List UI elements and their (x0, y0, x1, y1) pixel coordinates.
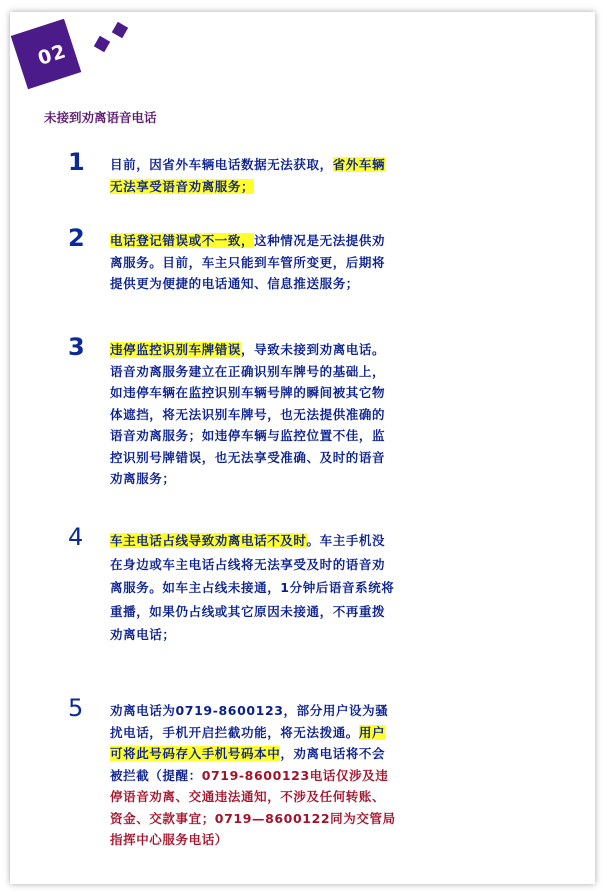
item-number: 5 (68, 694, 84, 722)
item-text-plain: 劝离电话为0719-8600123，部分用户设为骚扰电话，手机开启拦截功能，将无法拨通。 (110, 703, 389, 740)
item-text-highlight: 违停监控识别车牌错误 (110, 342, 242, 357)
item-text (110, 339, 398, 490)
item-text-plain: 。车主手机没在身边或车主电话占线将无法享受及时的语音劝离服务。如车主占线未接通，1分钟后语音系统将重播，如果仍占线或其它原因未接通，不再重拨劝离电话； (110, 533, 395, 642)
list-item-2 (68, 224, 398, 295)
item-number: 1 (68, 148, 85, 176)
item-text-plain: 这种情况是无法提供劝离服务。目前，车主只能到车管所变更，后期将提供更为便捷的电话通知、信息推送服务； (110, 233, 386, 291)
item-text (110, 700, 398, 851)
item-text-warning: 0719-8600123电话仅涉及违停语音劝离、交通违法通知，不涉及任何转账、资金、交款事宜；0719—8600122同为交管局指挥中心服务电话） (110, 767, 396, 847)
item-text-highlight: 车主电话占线导致劝离电话不及时 (110, 533, 307, 548)
item-text (110, 154, 398, 197)
item-text-plain: ，导致未接到劝离电话。语音劝离服务建立在正确识别车牌号的基础上，如违停车辆在监控识别车辆号牌的瞬间被其它物体遮挡，将无法识别车牌号，也无法提供准确的语音劝离服务；如违停车辆与监控位置不佳，监控识别号牌错误，也无法享受准确、及时的语音劝离服务； (110, 342, 386, 486)
decor-square-small-2 (112, 22, 128, 38)
list-item-4 (68, 523, 398, 647)
decor-square-small (94, 36, 110, 52)
item-text-plain-2: ，劝离电话将不会被拦截（提醒： (110, 746, 386, 783)
badge-number: 02 (35, 40, 70, 70)
item-text-highlight: 省外车辆无法享受语音劝离服务； (110, 157, 386, 194)
item-number: 3 (68, 333, 85, 361)
item-number: 4 (68, 523, 84, 551)
item-text (110, 529, 398, 647)
section-heading: 未接到劝离语音电话 (44, 110, 157, 125)
item-text-highlight: 用户可将此号码存入手机号码本中 (110, 724, 386, 761)
item-text-highlight: 电话登记错误或不一致， (110, 233, 255, 248)
list-item-1 (68, 148, 398, 197)
list-item-5 (68, 694, 398, 851)
list-item-3 (68, 333, 398, 490)
content-card (10, 12, 595, 884)
item-text (110, 230, 398, 295)
item-text-plain: 目前，因省外车辆电话数据无法获取， (110, 157, 333, 172)
item-number: 2 (68, 224, 85, 252)
